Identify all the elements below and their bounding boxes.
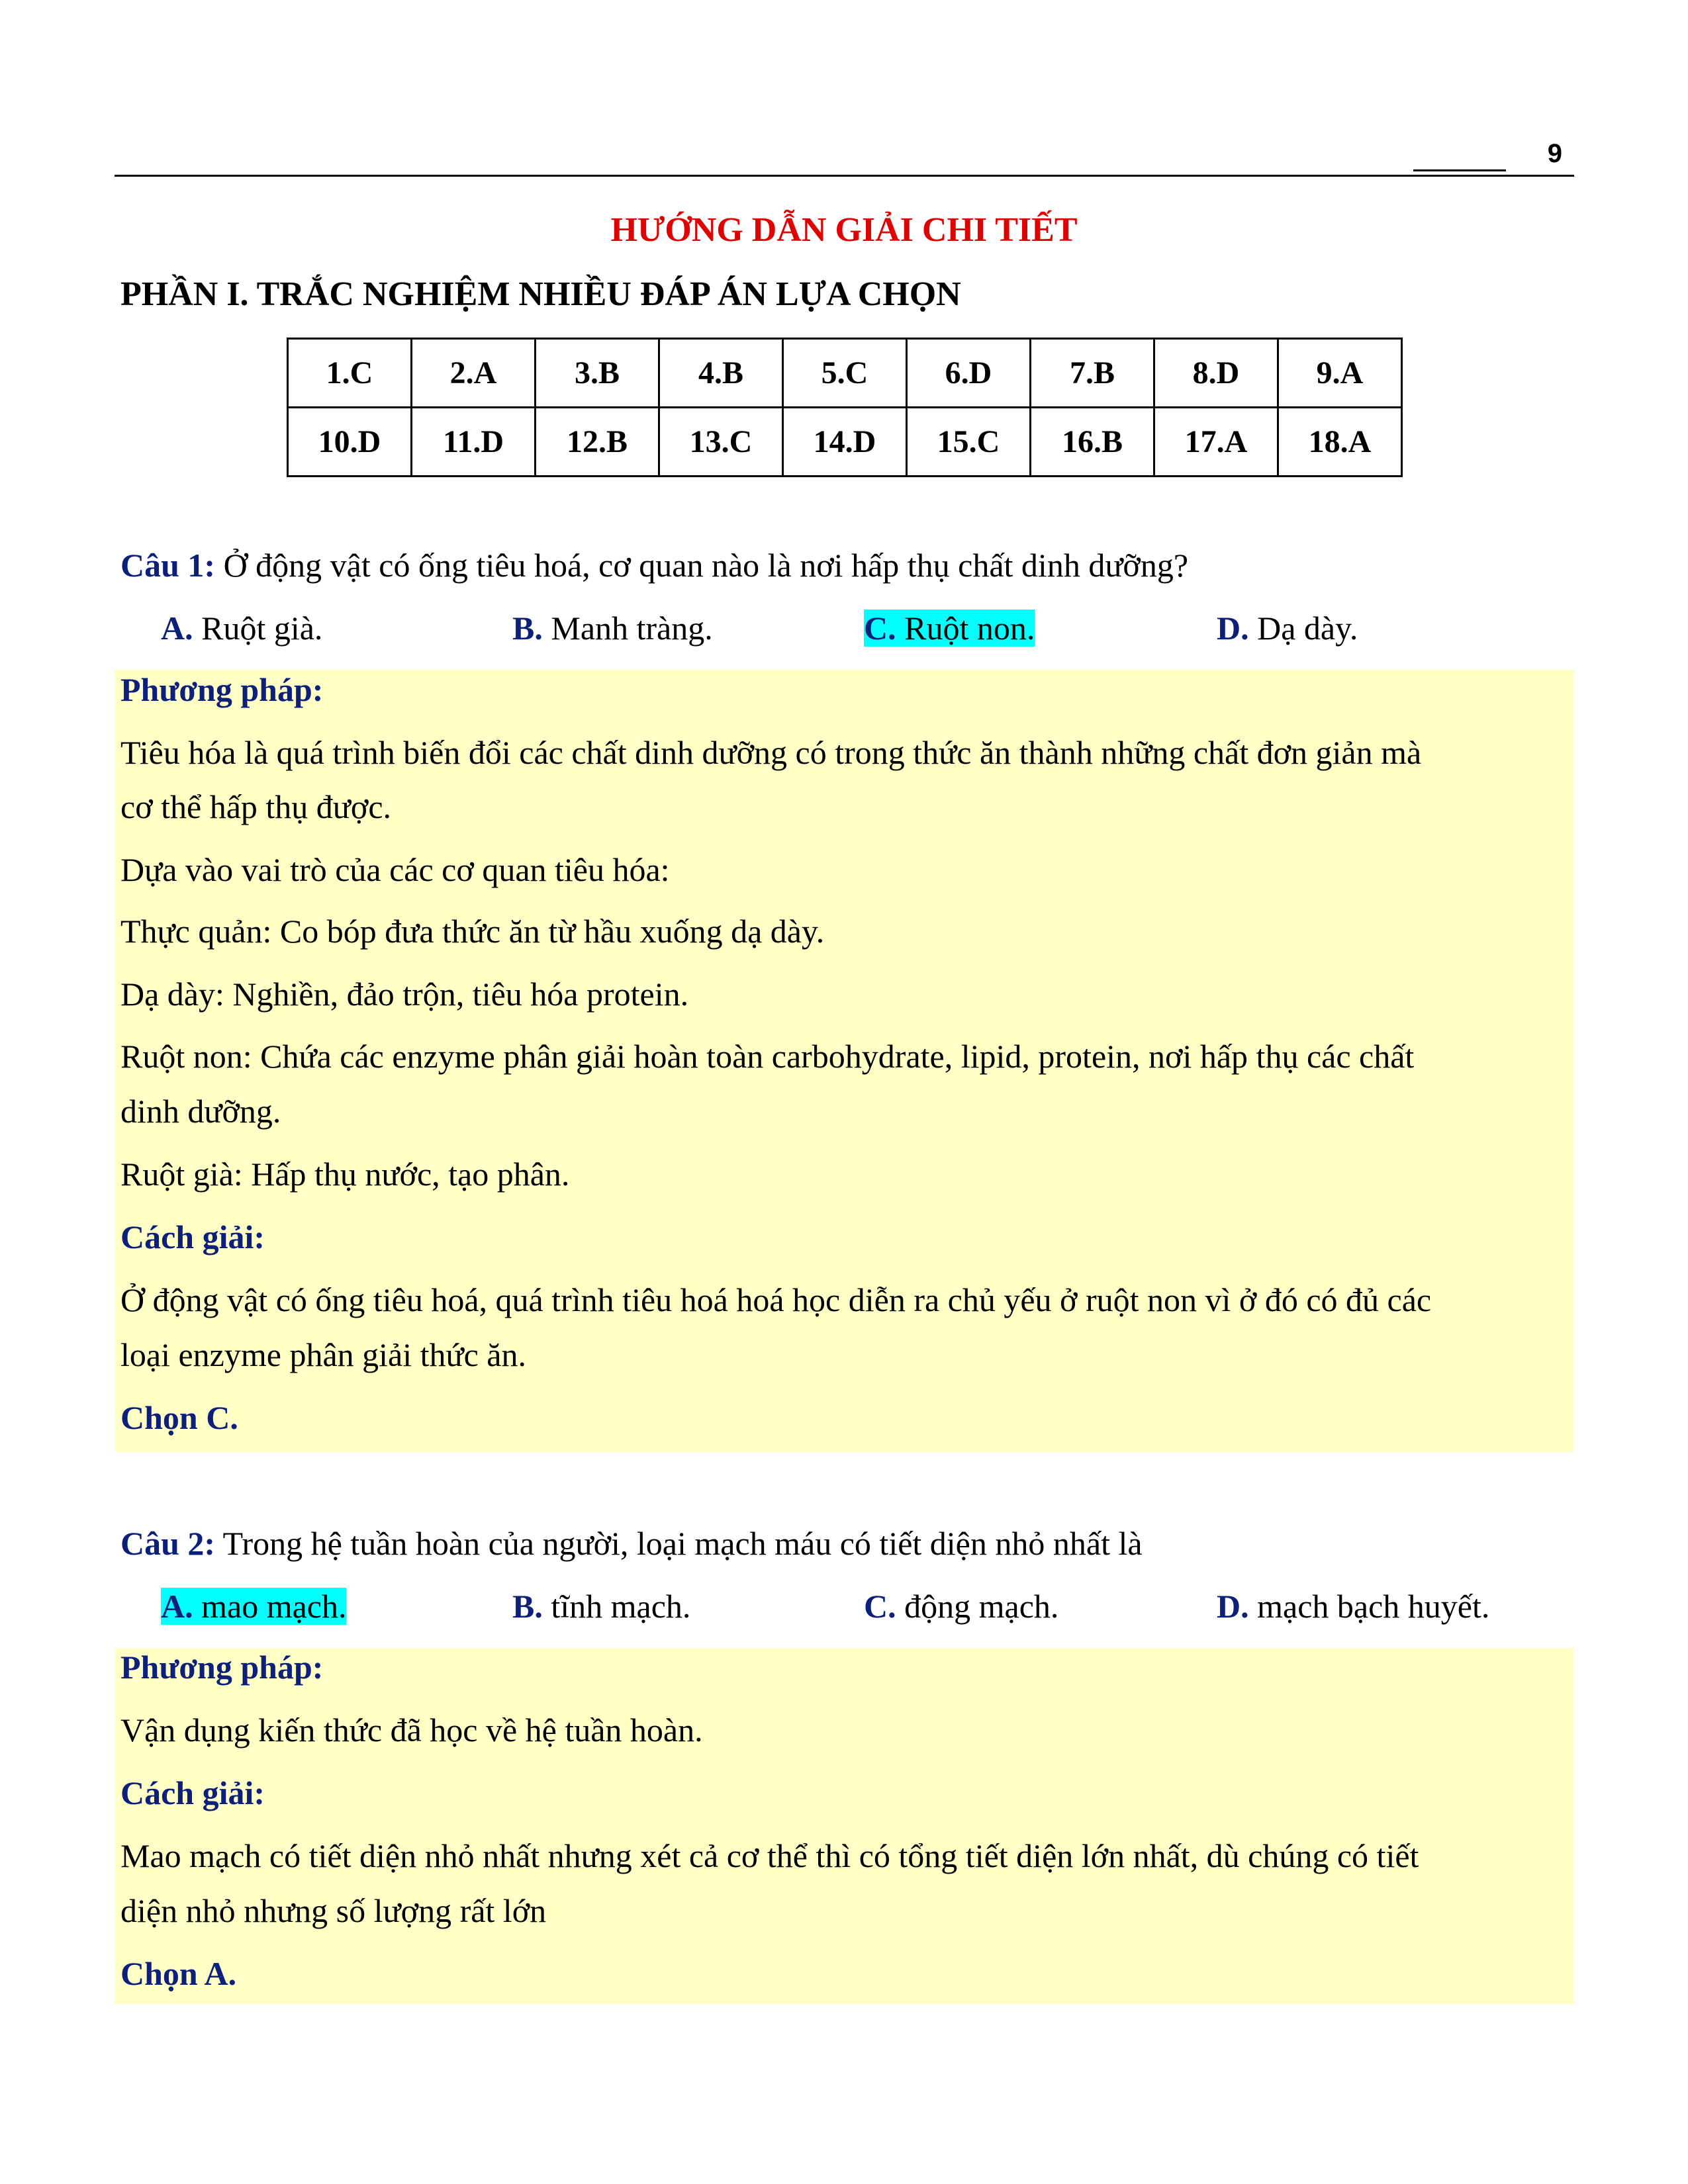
q2-explanation-box — [115, 1648, 1574, 2004]
answer-cell: 10.D — [288, 408, 412, 477]
q2-choose-answer: Chọn A. — [120, 1955, 237, 1992]
answer-cell: 9.A — [1278, 339, 1402, 408]
answer-cell: 4.B — [659, 339, 783, 408]
page-number: 9 — [1547, 139, 1562, 168]
correct-answer-highlight — [161, 1588, 346, 1625]
answer-cell: 1.C — [288, 339, 412, 408]
option-text: Dạ dày. — [1248, 610, 1358, 647]
question-2 — [120, 1524, 1143, 1563]
answer-row — [288, 408, 1402, 477]
question-1-label: Câu 1: — [120, 547, 216, 584]
option-letter: C. — [864, 610, 896, 647]
q1-option-d — [1217, 609, 1358, 647]
q2-solution-line: diện nhỏ nhưng số lượng rất lớn — [120, 1892, 547, 1929]
question-1 — [120, 546, 1188, 584]
answer-cell: 13.C — [659, 408, 783, 477]
answer-cell: 6.D — [907, 339, 1031, 408]
option-text: tĩnh mạch. — [542, 1588, 691, 1625]
answer-cell: 8.D — [1154, 339, 1278, 408]
option-letter: C. — [864, 1588, 896, 1625]
answer-cell: 3.B — [536, 339, 659, 408]
q1-method-heading: Phương pháp: — [120, 671, 324, 708]
q1-method-line: cơ thể hấp thụ được. — [120, 788, 392, 825]
q1-method-line: Tiêu hóa là quá trình biến đổi các chất dinh dưỡng có trong thức ăn thành những chất đơn giản mà — [120, 734, 1422, 771]
answer-cell: 12.B — [536, 408, 659, 477]
q1-option-a — [161, 609, 322, 647]
q1-option-c-correct — [864, 609, 1035, 647]
document-title: HƯỚNG DẪN GIẢI CHI TIẾT — [610, 211, 1078, 249]
answer-cell: 14.D — [783, 408, 907, 477]
header-divider — [115, 175, 1574, 177]
question-2-label: Câu 2: — [120, 1525, 216, 1562]
q2-solution-heading: Cách giải: — [120, 1774, 265, 1811]
correct-answer-highlight — [864, 610, 1035, 647]
q2-option-d — [1217, 1587, 1489, 1625]
option-text: Ruột già. — [193, 610, 323, 647]
q2-option-c — [864, 1587, 1058, 1625]
part-title: PHẦN I. TRẮC NGHIỆM NHIỀU ĐÁP ÁN LỰA CHỌN — [120, 275, 961, 313]
option-letter: D. — [1217, 610, 1249, 647]
q1-solution-heading: Cách giải: — [120, 1218, 265, 1255]
option-letter: D. — [1217, 1588, 1249, 1625]
q1-method-line: Dựa vào vai trò của các cơ quan tiêu hóa: — [120, 851, 670, 888]
answer-cell: 5.C — [783, 339, 907, 408]
option-text: mạch bạch huyết. — [1248, 1588, 1490, 1625]
option-letter: B. — [512, 1588, 543, 1625]
q1-solution-line: Ở động vật có ống tiêu hoá, quá trình tiêu hoá hoá học diễn ra chủ yếu ở ruột non vì ở đó có đủ các — [120, 1281, 1432, 1318]
q1-method-line: Dạ dày: Nghiền, đảo trộn, tiêu hóa protein. — [120, 976, 689, 1013]
answer-key-table — [287, 338, 1403, 477]
q1-choose-answer: Chọn C. — [120, 1399, 238, 1436]
q1-method-line: Thực quản: Co bóp đưa thức ăn từ hầu xuống dạ dày. — [120, 913, 825, 950]
answer-cell: 2.A — [412, 339, 536, 408]
answer-row — [288, 339, 1402, 408]
answer-cell: 11.D — [412, 408, 536, 477]
q2-solution-line: Mao mạch có tiết diện nhỏ nhất nhưng xét cả cơ thể thì có tổng tiết diện lớn nhất, dù chúng có tiết — [120, 1837, 1419, 1874]
q1-method-line: dinh dưỡng. — [120, 1093, 281, 1130]
answer-cell: 17.A — [1154, 408, 1278, 477]
page-number-underline — [1413, 169, 1506, 171]
q1-method-line: Ruột già: Hấp thụ nước, tạo phân. — [120, 1156, 570, 1193]
answer-cell: 15.C — [907, 408, 1031, 477]
question-1-text: Ở động vật có ống tiêu hoá, cơ quan nào là nơi hấp thụ chất dinh dưỡng? — [215, 547, 1189, 584]
answer-cell: 16.B — [1031, 408, 1154, 477]
q1-option-b — [512, 609, 713, 647]
option-text: động mạch. — [896, 1588, 1059, 1625]
answer-cell: 18.A — [1278, 408, 1402, 477]
q1-solution-line: loại enzyme phân giải thức ăn. — [120, 1336, 526, 1373]
q2-method-line: Vận dụng kiến thức đã học về hệ tuần hoàn. — [120, 1711, 703, 1749]
option-letter: A. — [161, 1588, 193, 1625]
answer-cell: 7.B — [1031, 339, 1154, 408]
option-text: Ruột non. — [896, 610, 1035, 647]
q2-option-a-correct — [161, 1587, 346, 1625]
option-text: Manh tràng. — [542, 610, 713, 647]
q1-method-line: Ruột non: Chứa các enzyme phân giải hoàn toàn carbohydrate, lipid, protein, nơi hấp thụ các chất — [120, 1038, 1415, 1075]
q2-method-heading: Phương pháp: — [120, 1649, 324, 1686]
question-2-text: Trong hệ tuần hoàn của người, loại mạch máu có tiết diện nhỏ nhất là — [215, 1525, 1143, 1562]
option-letter: B. — [512, 610, 543, 647]
option-letter: A. — [161, 610, 193, 647]
option-text: mao mạch. — [193, 1588, 347, 1625]
q2-option-b — [512, 1587, 690, 1625]
